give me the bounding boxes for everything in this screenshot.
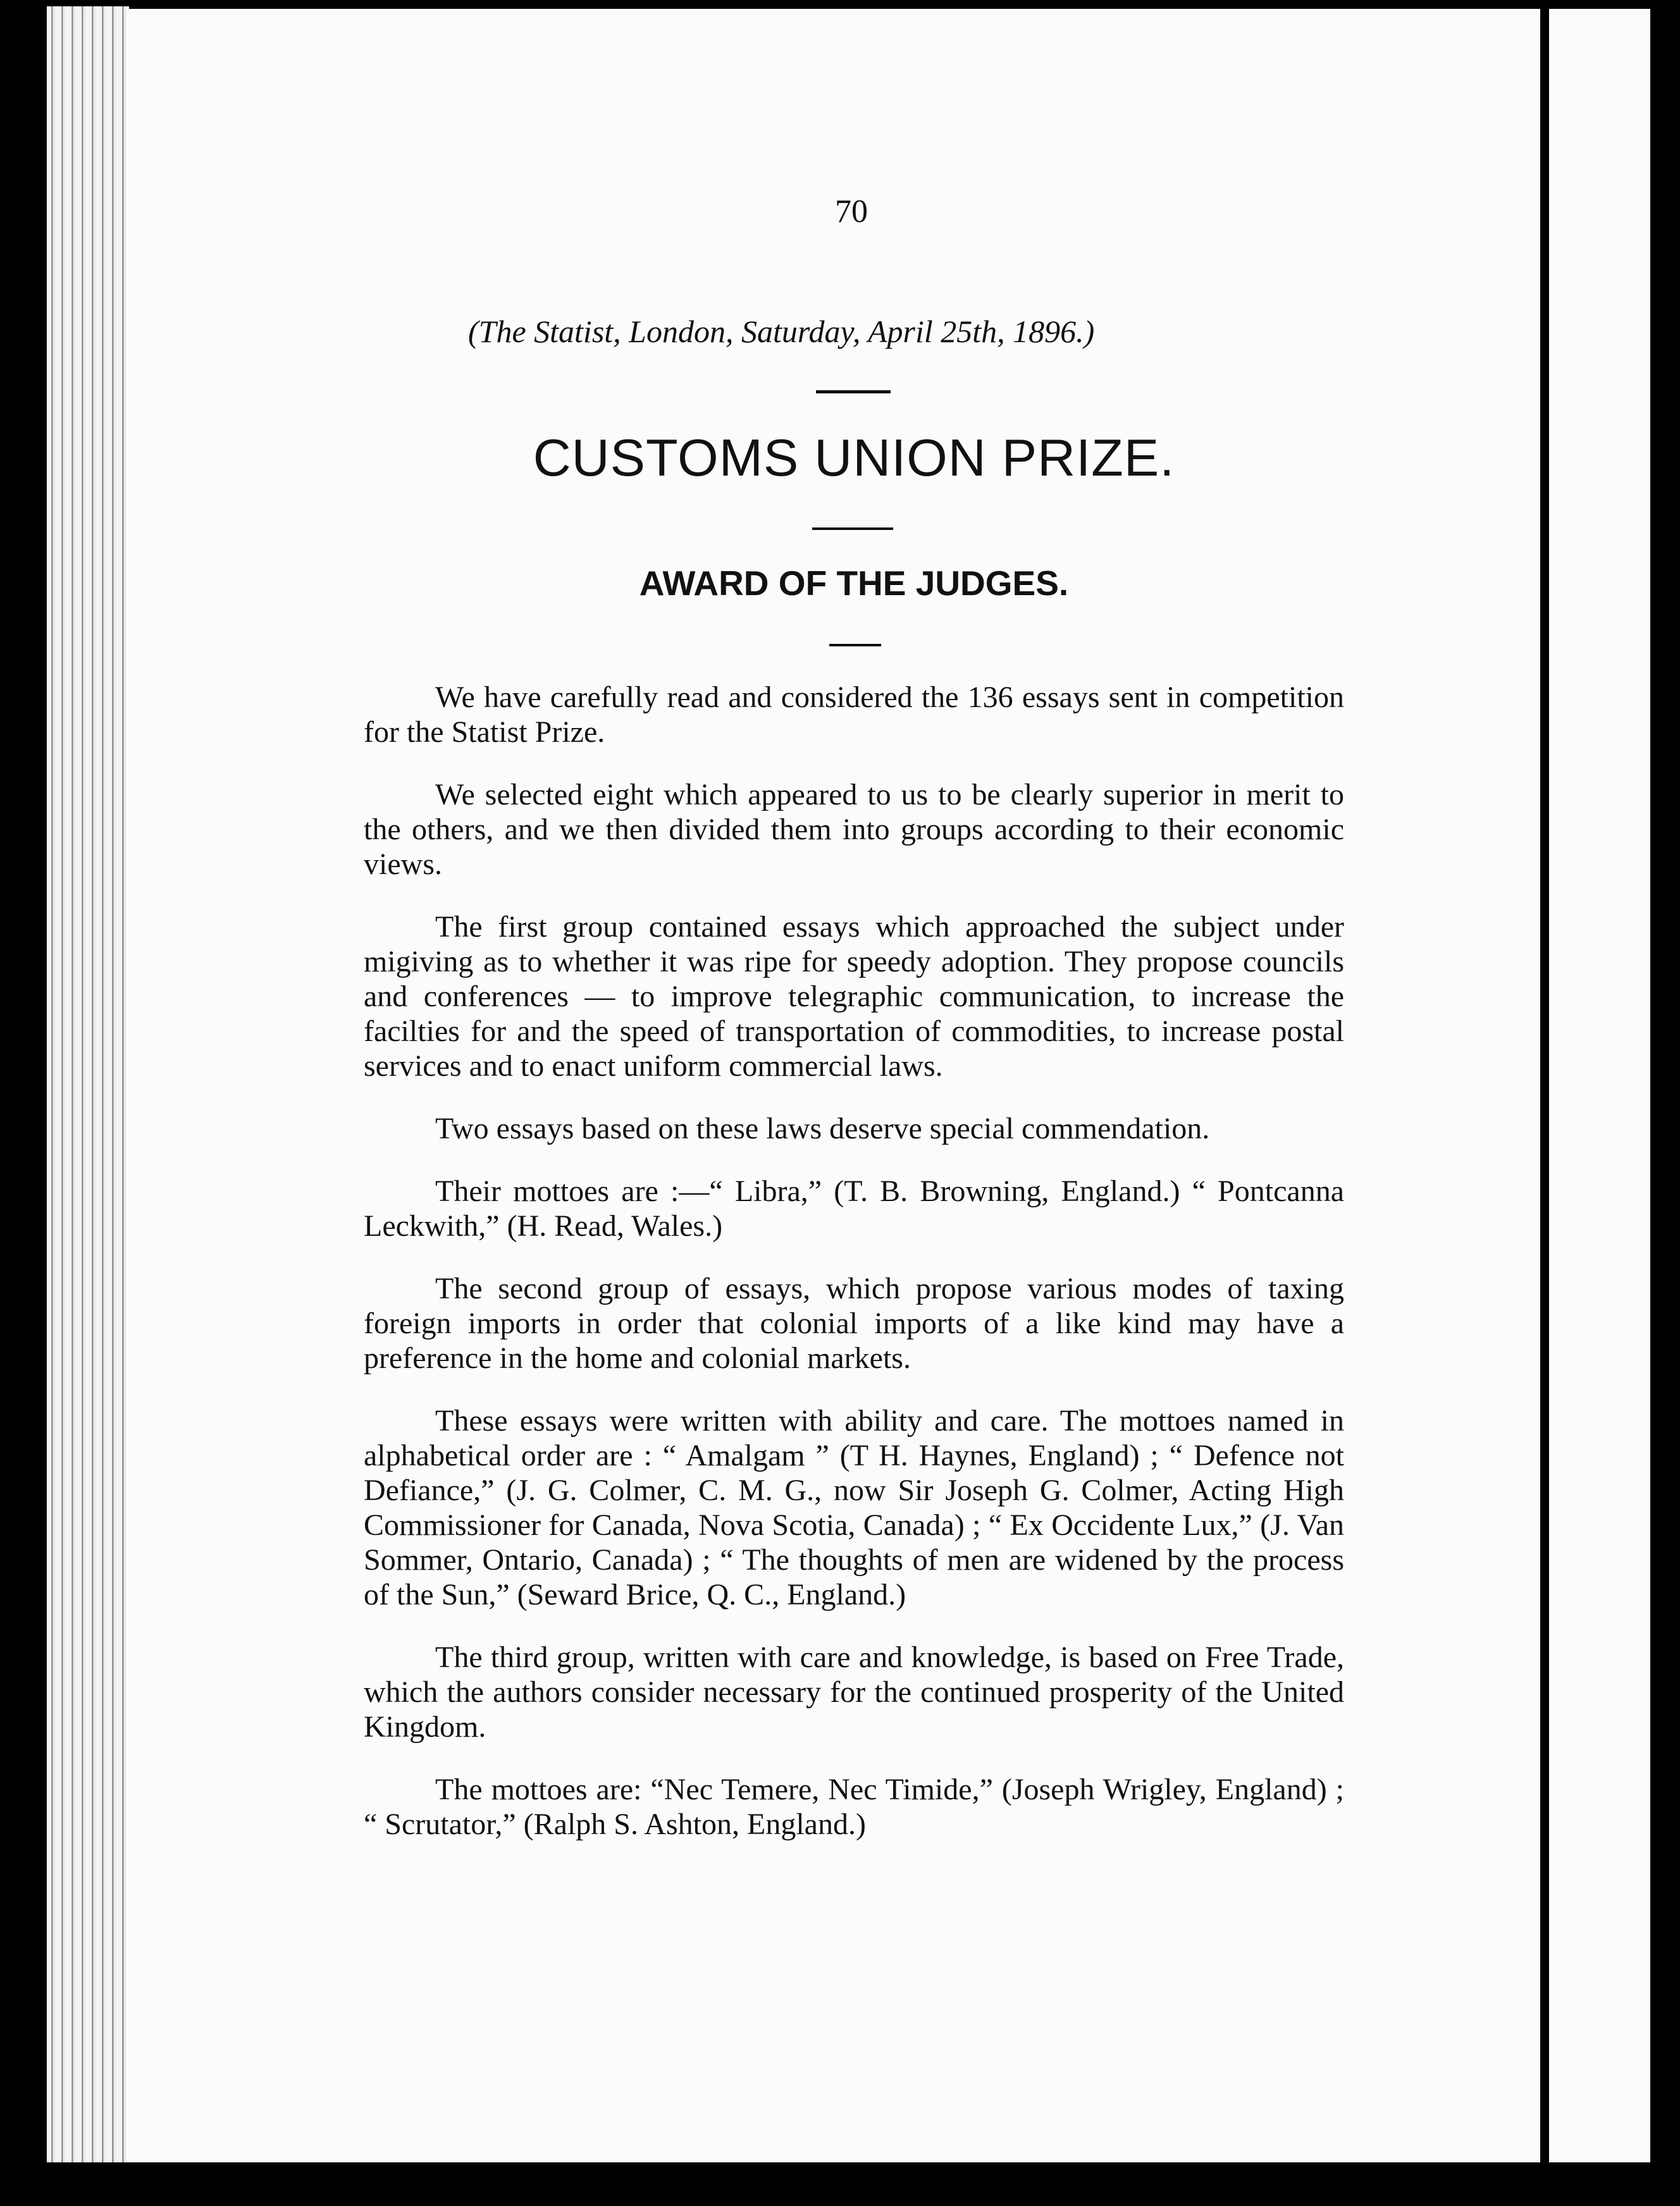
- article-subtitle: AWARD OF THE JUDGES.: [639, 564, 1069, 603]
- paragraph: The second group of essays, which propose various modes of taxing foreign imports in order that colonial imports of a like kind may have a preference in the home and colonial markets.: [364, 1272, 1344, 1375]
- paragraph: Their mottoes are :—“ Libra,” (T. B. Browning, England.) “ Pontcanna Leckwith,” (H. Read, Wales.): [364, 1174, 1344, 1243]
- book-gutter: [1540, 9, 1549, 2162]
- book-page-edges: [47, 6, 129, 2163]
- article-title: CUSTOMS UNION PRIZE.: [533, 428, 1175, 487]
- divider-rule: [816, 390, 891, 393]
- divider-rule: [812, 527, 893, 530]
- source-citation: (The Statist, London, Saturday, April 25th, 1896.): [468, 314, 1095, 349]
- facing-page-edge: [1549, 9, 1650, 2162]
- paragraph: We have carefully read and considered the 136 essays sent in competition for the Statist Prize.: [364, 681, 1344, 749]
- scan-border-bottom: [0, 2162, 1680, 2206]
- paragraph: The third group, written with care and knowledge, is based on Free Trade, which the authors consider necessary for the continued prosperity of the United Kingdom.: [364, 1641, 1344, 1744]
- divider-rule: [829, 644, 881, 646]
- scan-border-right: [1650, 0, 1680, 2206]
- paragraph: The mottoes are: “Nec Temere, Nec Timide,” (Joseph Wrigley, England) ; “ Scrutator,” (Ralph S. Ashton, England.): [364, 1773, 1344, 1841]
- article-body: [364, 680, 1344, 1870]
- paragraph: These essays were written with ability and care. The mottoes named in alphabetical order are : “ Amalgam ” (T H. Haynes, England) ; “ Defence not Defiance,” (J. G. Colmer, C. M. G., now Sir Joseph G. Colmer, Acting High Commissioner for Canada, Nova Scotia, Canada) ; “ Ex Occidente Lux,” (J. Van Sommer, Ontario, Canada) ; “ The thoughts of men are widened by the process of the Sun,” (Seward Brice, Q. C., England.): [364, 1404, 1344, 1611]
- page-number: 70: [835, 194, 868, 230]
- paragraph: Two essays based on these laws deserve special commendation.: [435, 1112, 1210, 1145]
- paragraph: The first group contained essays which approached the subject under migiving as to whether it was ripe for speedy adoption. They propose councils and conferences — to improve telegraphic communication, to increase the facilties for and the speed of transportation of commodities, to increase postal services and to enact uniform commercial laws.: [364, 910, 1344, 1083]
- paragraph: We selected eight which appeared to us to be clearly superior in merit to the others, and we then divided them into groups according to their economic views.: [364, 778, 1344, 881]
